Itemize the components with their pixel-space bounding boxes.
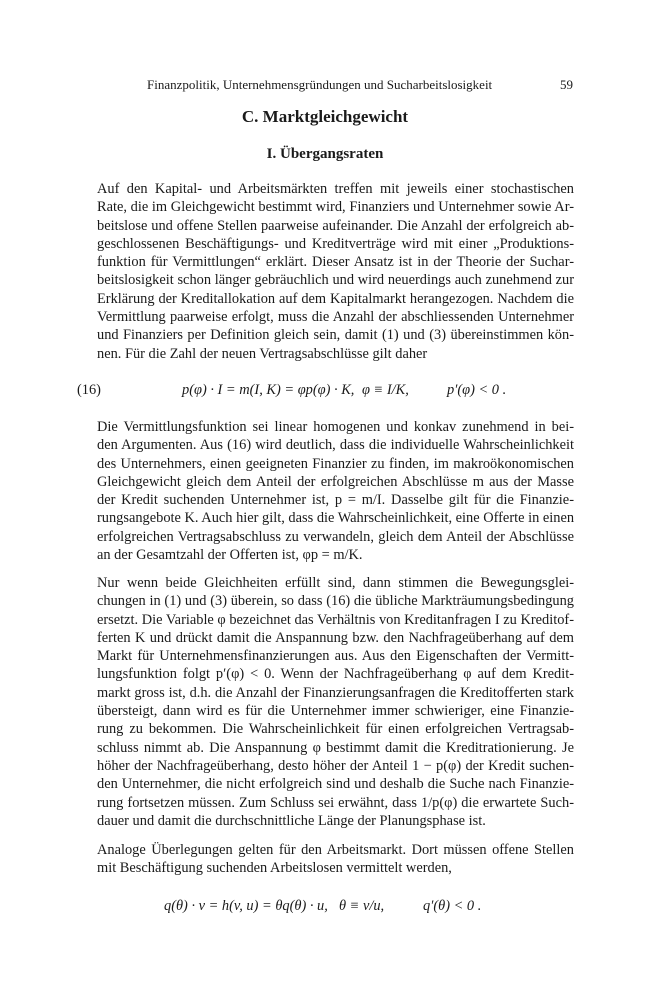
text-line: rung zu bekommen. Die Wahrscheinlichkeit für einen erfolgreichen Vertragsab- (97, 721, 574, 738)
text-line: erfolgreichen Vertragsabschluss zu verwandeln, gleich dem Anteil der Abschlüsse (97, 528, 574, 545)
equation-main: q(θ) · v = h(v, u) = θq(θ) · u, (164, 898, 328, 914)
page-number: 59 (560, 77, 573, 92)
text-line: markt gross ist, d.h. die Anzahl der Finanzierungsanfragen die Kreditofferten stark (97, 684, 574, 701)
equation-condition: p′(φ) < 0 . (447, 382, 507, 398)
text-line: Nur wenn beide Gleichheiten erfüllt sind, dann stimmen die Bewegungsglei- (97, 575, 574, 591)
text-line: lungsfunktion folgt p′(φ) < 0. Wenn der Nachfrageüberhang φ auf dem Kredit- (97, 666, 574, 683)
text-line: an der Gesamtzahl der Offerten ist, φp = m/K. (97, 547, 363, 564)
equation-definition: φ ≡ I/K, (362, 382, 409, 398)
paragraph-2 (77, 418, 574, 564)
paragraph-3 (77, 574, 574, 830)
text-line: der Kredit suchenden Unternehmer ist, p = m/I. Dasselbe gilt für die Finanzie- (97, 492, 574, 509)
equation-17 (77, 898, 574, 918)
equation-label: (16) (77, 382, 101, 398)
paragraph-4 (77, 841, 574, 878)
text-line: ferten K und drückt damit die Anspannung bzw. den Nachfrageüberhang auf dem (97, 629, 574, 646)
equation-main: p(φ) · I = m(I, K) = φp(φ) · K, (182, 382, 355, 398)
text-line: Erklärung der Kreditallokation auf dem Kapitalmarkt herangezogen. Nachdem die (97, 290, 574, 307)
subsection-title: I. Übergangsraten (266, 146, 384, 162)
text-line: Markt für Unternehmensfinanzierungen aus. Aus den Eigenschaften der Vermitt- (97, 648, 574, 665)
text-line: ersetzt. Die Variable φ bezeichnet das Verhältnis von Kreditanfragen I zu Kreditof- (97, 611, 574, 628)
paragraph-1 (77, 180, 574, 363)
text-line: und Finanziers per Definition gleich sein, damit (1) und (3) übereinstimmen kön- (97, 327, 574, 344)
text-line: rung fortsetzen müssen. Zum Schluss sei erwähnt, dass 1/p(φ) die erwartete Such- (97, 794, 574, 811)
text-line: schluss nimmt ab. Die Anspannung φ bestimmt damit die Kreditrationierung. Je (97, 739, 574, 756)
text-line: Die Vermittlungsfunktion sei linear homogenen und konkav zunehmend in bei- (97, 419, 574, 435)
text-line: Vermittlung paarweise erfolgt, muss die Anzahl der abschliessenden Unternehmer (97, 309, 574, 326)
running-title: Finanzpolitik, Unternehmensgründungen und Sucharbeitslosigkeit (147, 77, 493, 92)
equation-16 (77, 382, 574, 402)
text-line: höher der Nachfrageüberhang, desto höher der Anteil 1 − p(φ) der Kredit suchen- (97, 757, 574, 774)
text-line: nen. Für die Zahl der neuen Vertragsabschlüsse gilt daher (97, 345, 428, 362)
text-line: den Unternehmer, die nicht erfolgreich sind und deshalb die Suche nach Finanzie- (97, 776, 574, 793)
text-line: rungsangebote K. Auch hier gilt, dass die Wahrscheinlichkeit, eine Offerte in einen (97, 510, 575, 527)
text-line: Auf den Kapital- und Arbeitsmärkten treffen mit jeweils einer stochastischen (97, 181, 574, 197)
text-line: mit Beschäftigung suchenden Arbeitslosen vermittelt werden, (97, 860, 452, 877)
text-line: beitslosigkeit schon länger gebräuchlich und wird neuerdings auch zunehmend zur (97, 272, 574, 289)
text-line: chungen in (1) und (3) überein, so dass (16) die übliche Markträumungsbedingung (97, 593, 574, 610)
text-line: den Argumenten. Aus (16) wird deutlich, dass die individuelle Wahrscheinlichkeit (97, 437, 574, 454)
text-line: funktion für Vermittlungen“ erklärt. Dieser Ansatz ist in der Theorie der Suchar- (97, 254, 574, 271)
text-line: Gleichgewicht gleich dem Anteil der erfolgreichen Abschlüsse m aus der Masse (97, 473, 574, 490)
text-line: geschlossenen Beschäftigungs- und Kreditverträge wird mit einer „Produktions- (97, 235, 574, 252)
section-title: C. Marktgleichgewicht (241, 107, 409, 126)
text-line: des Unternehmers, einen geeigneten Finanzier zu finden, im makroökonomischen (97, 455, 574, 472)
equation-definition: θ ≡ v/u, (339, 898, 385, 914)
text-line: dauer und damit die durchschnittliche Länge der Planungsphase ist. (97, 812, 486, 829)
text-line: Analoge Überlegungen gelten für den Arbeitsmarkt. Dort müssen offene Stellen (97, 842, 574, 858)
equation-condition: q′(θ) < 0 . (423, 898, 482, 914)
running-head (147, 77, 573, 93)
text-line: übersteigt, dann wird es für die Unternehmer immer schwieriger, eine Finanzie- (97, 703, 574, 720)
text-line: beitslose und offene Stellen paarweise aufeinander. Die Anzahl der erfolgreich ab- (97, 217, 574, 234)
text-line: Rate, die im Gleichgewicht bestimmt wird, Finanziers und Unternehmer sowie Ar- (97, 199, 574, 216)
